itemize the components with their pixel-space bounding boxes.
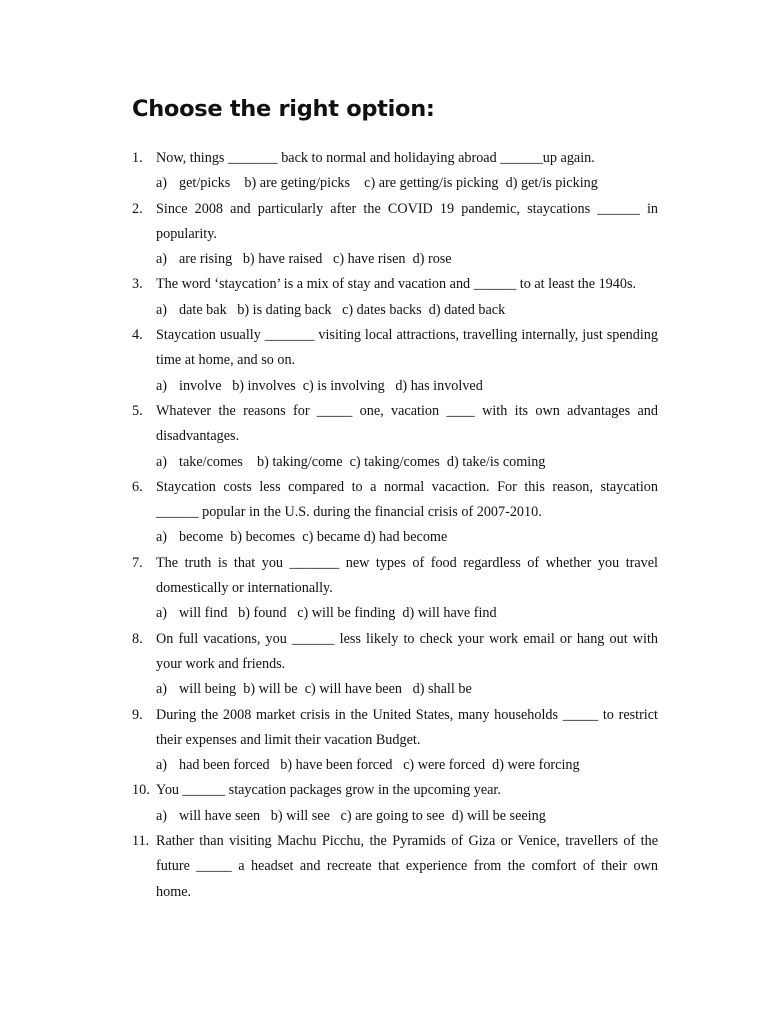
question-item	[132, 475, 658, 551]
question-item	[132, 778, 658, 829]
option-letter: a)	[156, 529, 168, 546]
answer-options	[156, 450, 658, 475]
question-text: The word ‘staycation’ is a mix of stay and vacation and ______ to at least the 1940s.	[156, 276, 637, 293]
question-text: On full vacations, you ______ less likely to check your work email or hang out with your work and friends.	[156, 630, 658, 672]
question-number: 8.	[132, 630, 143, 647]
question-number: 3.	[132, 276, 143, 293]
question-item	[132, 399, 658, 475]
question-item	[132, 323, 658, 399]
question-item	[132, 551, 658, 627]
option-list: had been forced b) have been forced c) were forced d) were forcing	[179, 757, 580, 774]
option-letter: a)	[156, 757, 168, 774]
option-list: date bak b) is dating back c) dates backs d) dated back	[179, 301, 506, 318]
question-item	[132, 272, 658, 323]
option-list: will being b) will be c) will have been d) shall be	[179, 681, 472, 698]
answer-options	[156, 525, 658, 550]
option-letter: a)	[156, 301, 168, 318]
answer-options	[156, 247, 658, 272]
question-text: Rather than visiting Machu Picchu, the Pyramids of Giza or Venice, travellers of the future _____ a headset and recreate that experience from the comfort of their own home.	[156, 833, 658, 900]
option-list: will find b) found c) will be finding d) will have find	[179, 605, 497, 622]
option-list: get/picks b) are geting/picks c) are getting/is picking d) get/is picking	[179, 175, 598, 192]
option-list: involve b) involves c) is involving d) has involved	[179, 377, 483, 394]
question-number: 11.	[132, 833, 150, 850]
answer-options	[156, 171, 658, 196]
option-letter: a)	[156, 251, 168, 268]
question-text: You ______ staycation packages grow in the upcoming year.	[156, 782, 501, 799]
question-text: The truth is that you _______ new types of food regardless of whether you travel domestically or internationally.	[156, 554, 658, 597]
option-letter: a)	[156, 453, 168, 470]
question-text: Since 2008 and particularly after the COVID 19 pandemic, staycations ______ in popularity.	[156, 200, 658, 242]
question-list	[132, 146, 658, 905]
answer-options	[156, 804, 658, 829]
question-item	[132, 627, 658, 703]
question-number: 6.	[132, 478, 143, 495]
question-number: 1.	[132, 150, 143, 166]
question-item	[132, 829, 658, 905]
answer-options	[156, 374, 658, 399]
question-text: Whatever the reasons for _____ one, vacation ____ with its own advantages and disadvantages.	[156, 402, 658, 445]
question-number: 9.	[132, 706, 143, 723]
question-number: 2.	[132, 200, 143, 217]
answer-options	[156, 753, 658, 778]
question-text: Now, things _______ back to normal and holidaying abroad ______up again.	[156, 150, 595, 166]
option-letter: a)	[156, 605, 168, 622]
question-number: 7.	[132, 554, 143, 571]
question-text: Staycation costs less compared to a normal vacaction. For this reason, staycation ______ popular in the U.S. during the financial crisis of 2007-2010.	[156, 478, 658, 521]
question-text: Staycation usually _______ visiting local attractions, travelling internally, just spending time at home, and so on.	[156, 327, 658, 369]
page-title: Choose the right option:	[132, 96, 435, 122]
option-letter: a)	[156, 377, 168, 394]
option-letter: a)	[156, 681, 168, 698]
question-number: 5.	[132, 402, 143, 419]
question-number: 10.	[132, 782, 150, 799]
option-list: are rising b) have raised c) have risen d) rose	[179, 251, 452, 268]
answer-options	[156, 677, 658, 702]
option-letter: a)	[156, 807, 168, 824]
question-text: During the 2008 market crisis in the United States, many households _____ to restrict their expenses and limit their vacation Budget.	[156, 706, 658, 748]
option-letter: a)	[156, 175, 168, 192]
option-list: become b) becomes c) became d) had become	[179, 529, 448, 546]
option-list: take/comes b) taking/come c) taking/comes d) take/is coming	[179, 453, 546, 470]
option-list: will have seen b) will see c) are going to see d) will be seeing	[179, 807, 546, 824]
question-item	[132, 197, 658, 273]
question-item	[132, 703, 658, 779]
question-item	[132, 146, 658, 197]
answer-options	[156, 298, 658, 323]
question-number: 4.	[132, 327, 143, 344]
answer-options	[156, 601, 658, 626]
